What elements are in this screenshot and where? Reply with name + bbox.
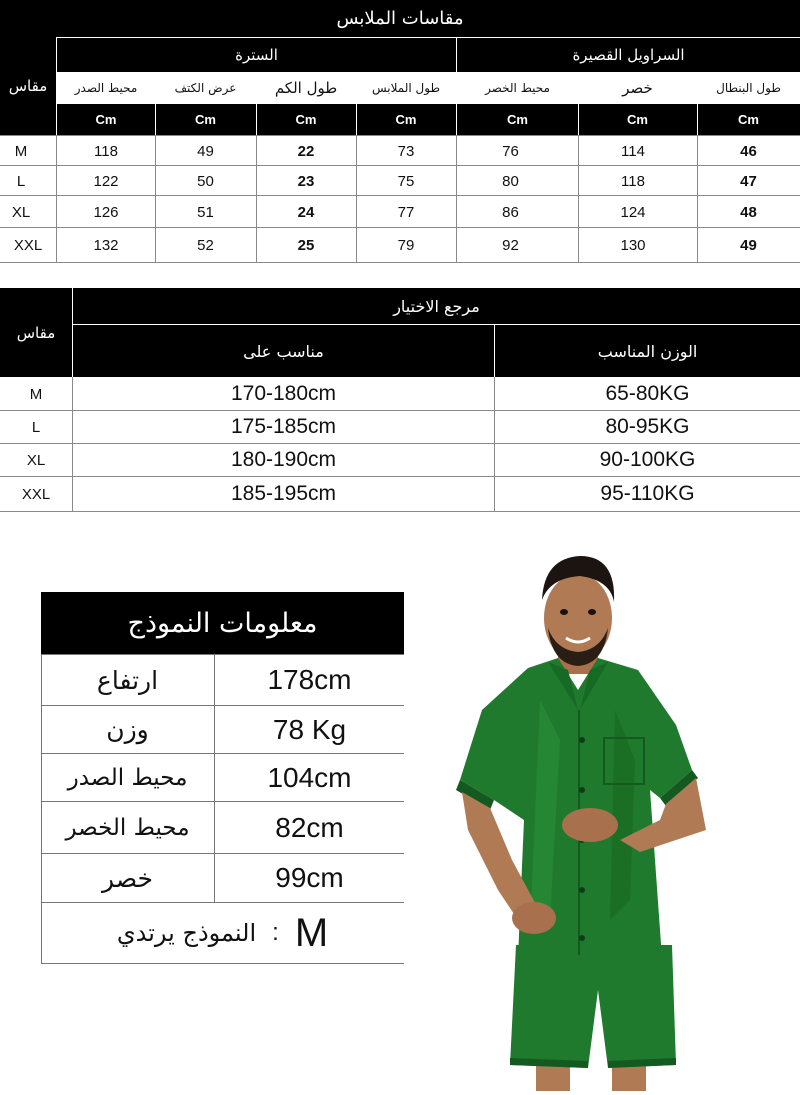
unit-chest: Cm (95, 112, 117, 127)
model-info-title: معلومات النموذج (127, 607, 318, 639)
row-height: 175-185cm (230, 415, 337, 438)
row-size: M (14, 142, 28, 160)
cell-value: 75 (397, 172, 415, 190)
row-height: 185-195cm (230, 482, 337, 505)
reference-title: مرجع الاختيار (393, 296, 480, 316)
model-label: ارتفاع (96, 665, 159, 695)
model-value: 104cm (267, 761, 352, 793)
col-hip: خصر (622, 79, 653, 97)
cell-value: 92 (502, 236, 519, 254)
cell-value: 114 (621, 142, 645, 160)
reference-height-header: مناسب على (243, 341, 324, 361)
row-size: XL (11, 203, 31, 221)
cell-value: 122 (93, 172, 119, 190)
size-column-header: مقاس (8, 77, 48, 95)
col-shoulder: عرض الكتف (174, 81, 237, 95)
cell-value: 22 (297, 142, 315, 160)
cell-value: 48 (740, 203, 757, 221)
model-wears-row (41, 903, 404, 963)
cell-value: 118 (621, 172, 645, 190)
cell-value: 24 (297, 203, 315, 221)
cell-value: 76 (502, 142, 519, 160)
cell-value: 47 (740, 172, 757, 190)
cell-value: 86 (502, 203, 519, 221)
row-size: M (29, 385, 43, 403)
col-waist: محيط الخصر (485, 81, 550, 95)
row-weight: 95-110KG (600, 482, 695, 505)
cell-value: 50 (197, 172, 214, 190)
reference-weight-header: الوزن المناسب (597, 341, 698, 361)
cell-value: 52 (197, 236, 214, 254)
cell-value: 124 (620, 203, 646, 221)
model-photo (440, 540, 800, 1091)
row-weight: 90-100KG (599, 448, 696, 471)
model-wears-label: النموذج يرتدي (116, 919, 257, 947)
model-value: 82cm (275, 811, 344, 843)
model-value: 99cm (275, 862, 344, 893)
reference-size-header: مقاس (16, 323, 56, 342)
cell-value: 118 (94, 142, 118, 160)
cell-value: 23 (297, 172, 315, 190)
unit-pants-length: Cm (738, 112, 759, 127)
cell-value: 46 (740, 142, 757, 160)
cell-value: 79 (397, 236, 415, 254)
cell-value: 73 (397, 142, 415, 160)
unit-garment-length: Cm (395, 112, 417, 127)
row-weight: 80-95KG (605, 415, 690, 438)
model-label: خصر (102, 863, 153, 893)
model-wears-colon: : (272, 919, 279, 946)
model-value: 178cm (267, 664, 352, 695)
col-sleeve: طول الكم (274, 79, 338, 97)
cell-value: 80 (502, 172, 519, 190)
cell-value: 49 (197, 142, 214, 160)
model-label: محيط الصدر (67, 764, 188, 791)
cell-value: 77 (397, 203, 415, 221)
cell-value: 130 (620, 236, 646, 254)
jacket-group-header: السترة (235, 45, 278, 64)
row-size: L (16, 172, 26, 190)
unit-shoulder: Cm (195, 112, 216, 127)
cell-value: 126 (93, 203, 119, 221)
model-value: 78 Kg (272, 713, 347, 745)
row-height: 170-180cm (230, 382, 337, 405)
cell-value: 51 (197, 203, 214, 221)
row-size: XL (26, 451, 46, 469)
col-chest: محيط الصدر (74, 81, 138, 95)
col-garment-length: طول الملابس (372, 81, 441, 95)
model-label: وزن (106, 715, 149, 744)
cell-value: 49 (740, 236, 757, 254)
shorts-group-header: السراويل القصيرة (572, 45, 685, 64)
row-height: 180-190cm (230, 448, 337, 471)
row-size: XXL (21, 485, 51, 503)
model-illustration (440, 540, 800, 1091)
unit-sleeve: Cm (295, 112, 317, 127)
row-size: L (31, 418, 41, 436)
row-size: XXL (13, 236, 43, 254)
col-pants-length: طول البنطال (716, 81, 781, 95)
model-label: محيط الخصر (65, 814, 190, 841)
model-wears-size: M (294, 910, 329, 955)
cell-value: 25 (297, 236, 315, 254)
unit-hip: Cm (627, 112, 648, 127)
unit-waist: Cm (507, 112, 528, 127)
size-chart-title: مقاسات الملابس (336, 8, 464, 29)
cell-value: 132 (93, 236, 119, 254)
row-weight: 65-80KG (605, 382, 690, 405)
size-chart-table (0, 0, 800, 263)
